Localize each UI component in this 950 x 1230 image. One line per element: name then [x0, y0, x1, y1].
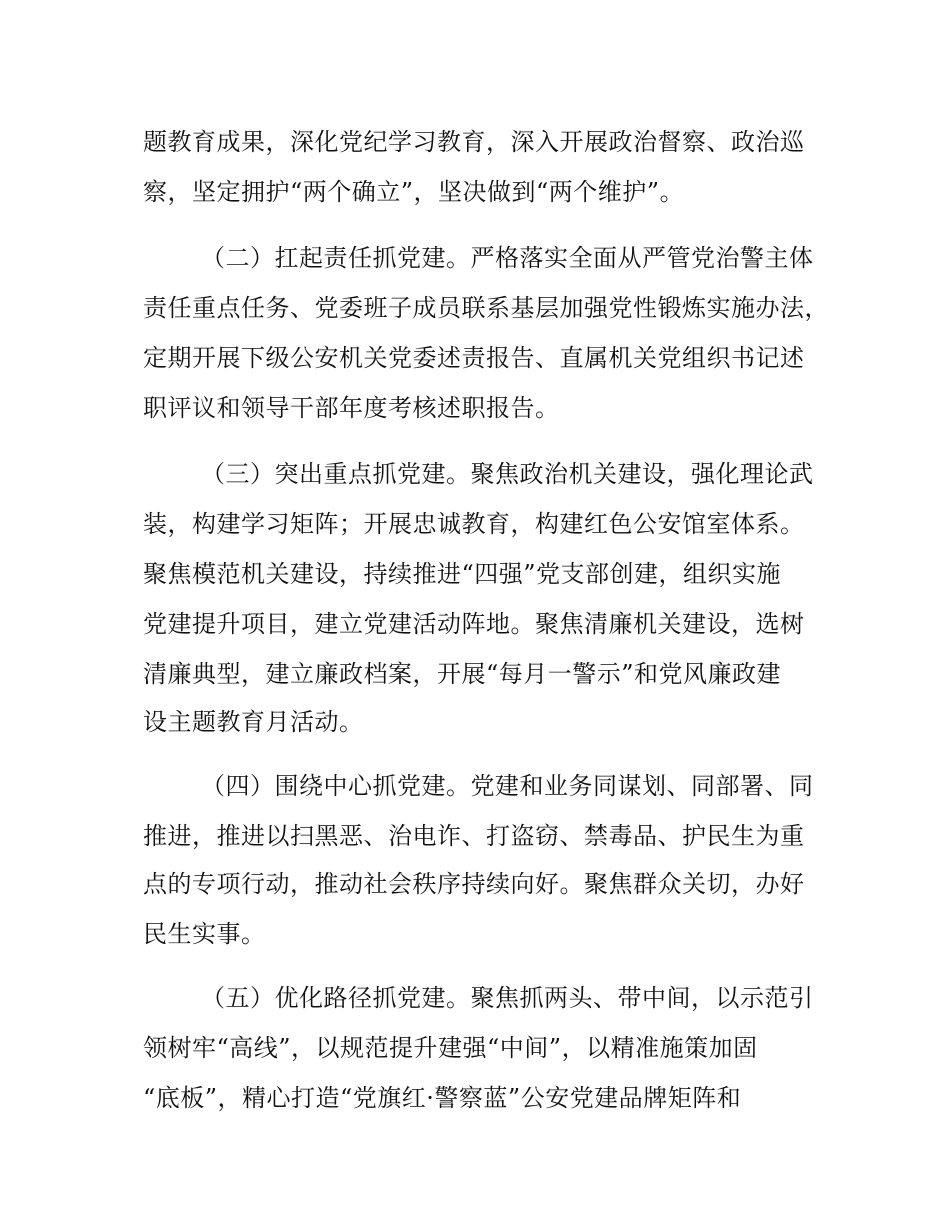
- paragraph-line: （五）优化路径抓党建。聚焦抓两头、带中间，以示范引: [201, 984, 814, 1012]
- paragraph-line: 点的专项行动，推动社会秩序持续向好。聚焦群众关切，办好: [143, 870, 805, 898]
- paragraph-line: 领树牢“高线”，以规范提升建强“中间”，以精准施策加固: [143, 1034, 758, 1062]
- paragraph-line: 题教育成果，深化党纪学习教育，深入开展政治督察、政治巡: [143, 128, 805, 156]
- paragraph-line: 察，坚定拥护“两个确立”，坚决做到“两个维护”。: [143, 178, 685, 206]
- paragraph-line: 职评议和领导干部年度考核述职报告。: [143, 394, 560, 422]
- paragraph-line: 装，构建学习矩阵；开展忠诚教育，构建红色公安馆室体系。: [143, 510, 805, 538]
- paragraph-line: 民生实事。: [143, 920, 266, 948]
- paragraph-line: 聚焦模范机关建设，持续推进“四强”党支部创建，组织实施: [143, 560, 782, 588]
- paragraph-line: “底板”，精心打造“党旗红·警察蓝”公安党建品牌矩阵和: [143, 1084, 742, 1112]
- paragraph-line: （四）围绕中心抓党建。党建和业务同谋划、同部署、同: [201, 772, 814, 800]
- paragraph-line: 清廉典型，建立廉政档案，开展“每月一警示”和党风廉政建: [143, 660, 782, 688]
- paragraph-line: （二）扛起责任抓党建。严格落实全面从严管党治警主体: [201, 244, 814, 272]
- paragraph-line: 推进，推进以扫黑恶、治电诈、打盗窃、禁毒品、护民生为重: [143, 822, 805, 850]
- paragraph-line: 定期开展下级公安机关党委述责报告、直属机关党组织书记述: [143, 344, 805, 372]
- paragraph-line: 设主题教育月活动。: [143, 708, 364, 736]
- paragraph-line: 党建提升项目，建立党建活动阵地。聚焦清廉机关建设，选树: [143, 610, 805, 638]
- paragraph-line: 责任重点任务、党委班子成员联系基层加强党性锻炼实施办法，: [143, 294, 829, 322]
- paragraph-line: （三）突出重点抓党建。聚焦政治机关建设，强化理论武: [201, 460, 814, 488]
